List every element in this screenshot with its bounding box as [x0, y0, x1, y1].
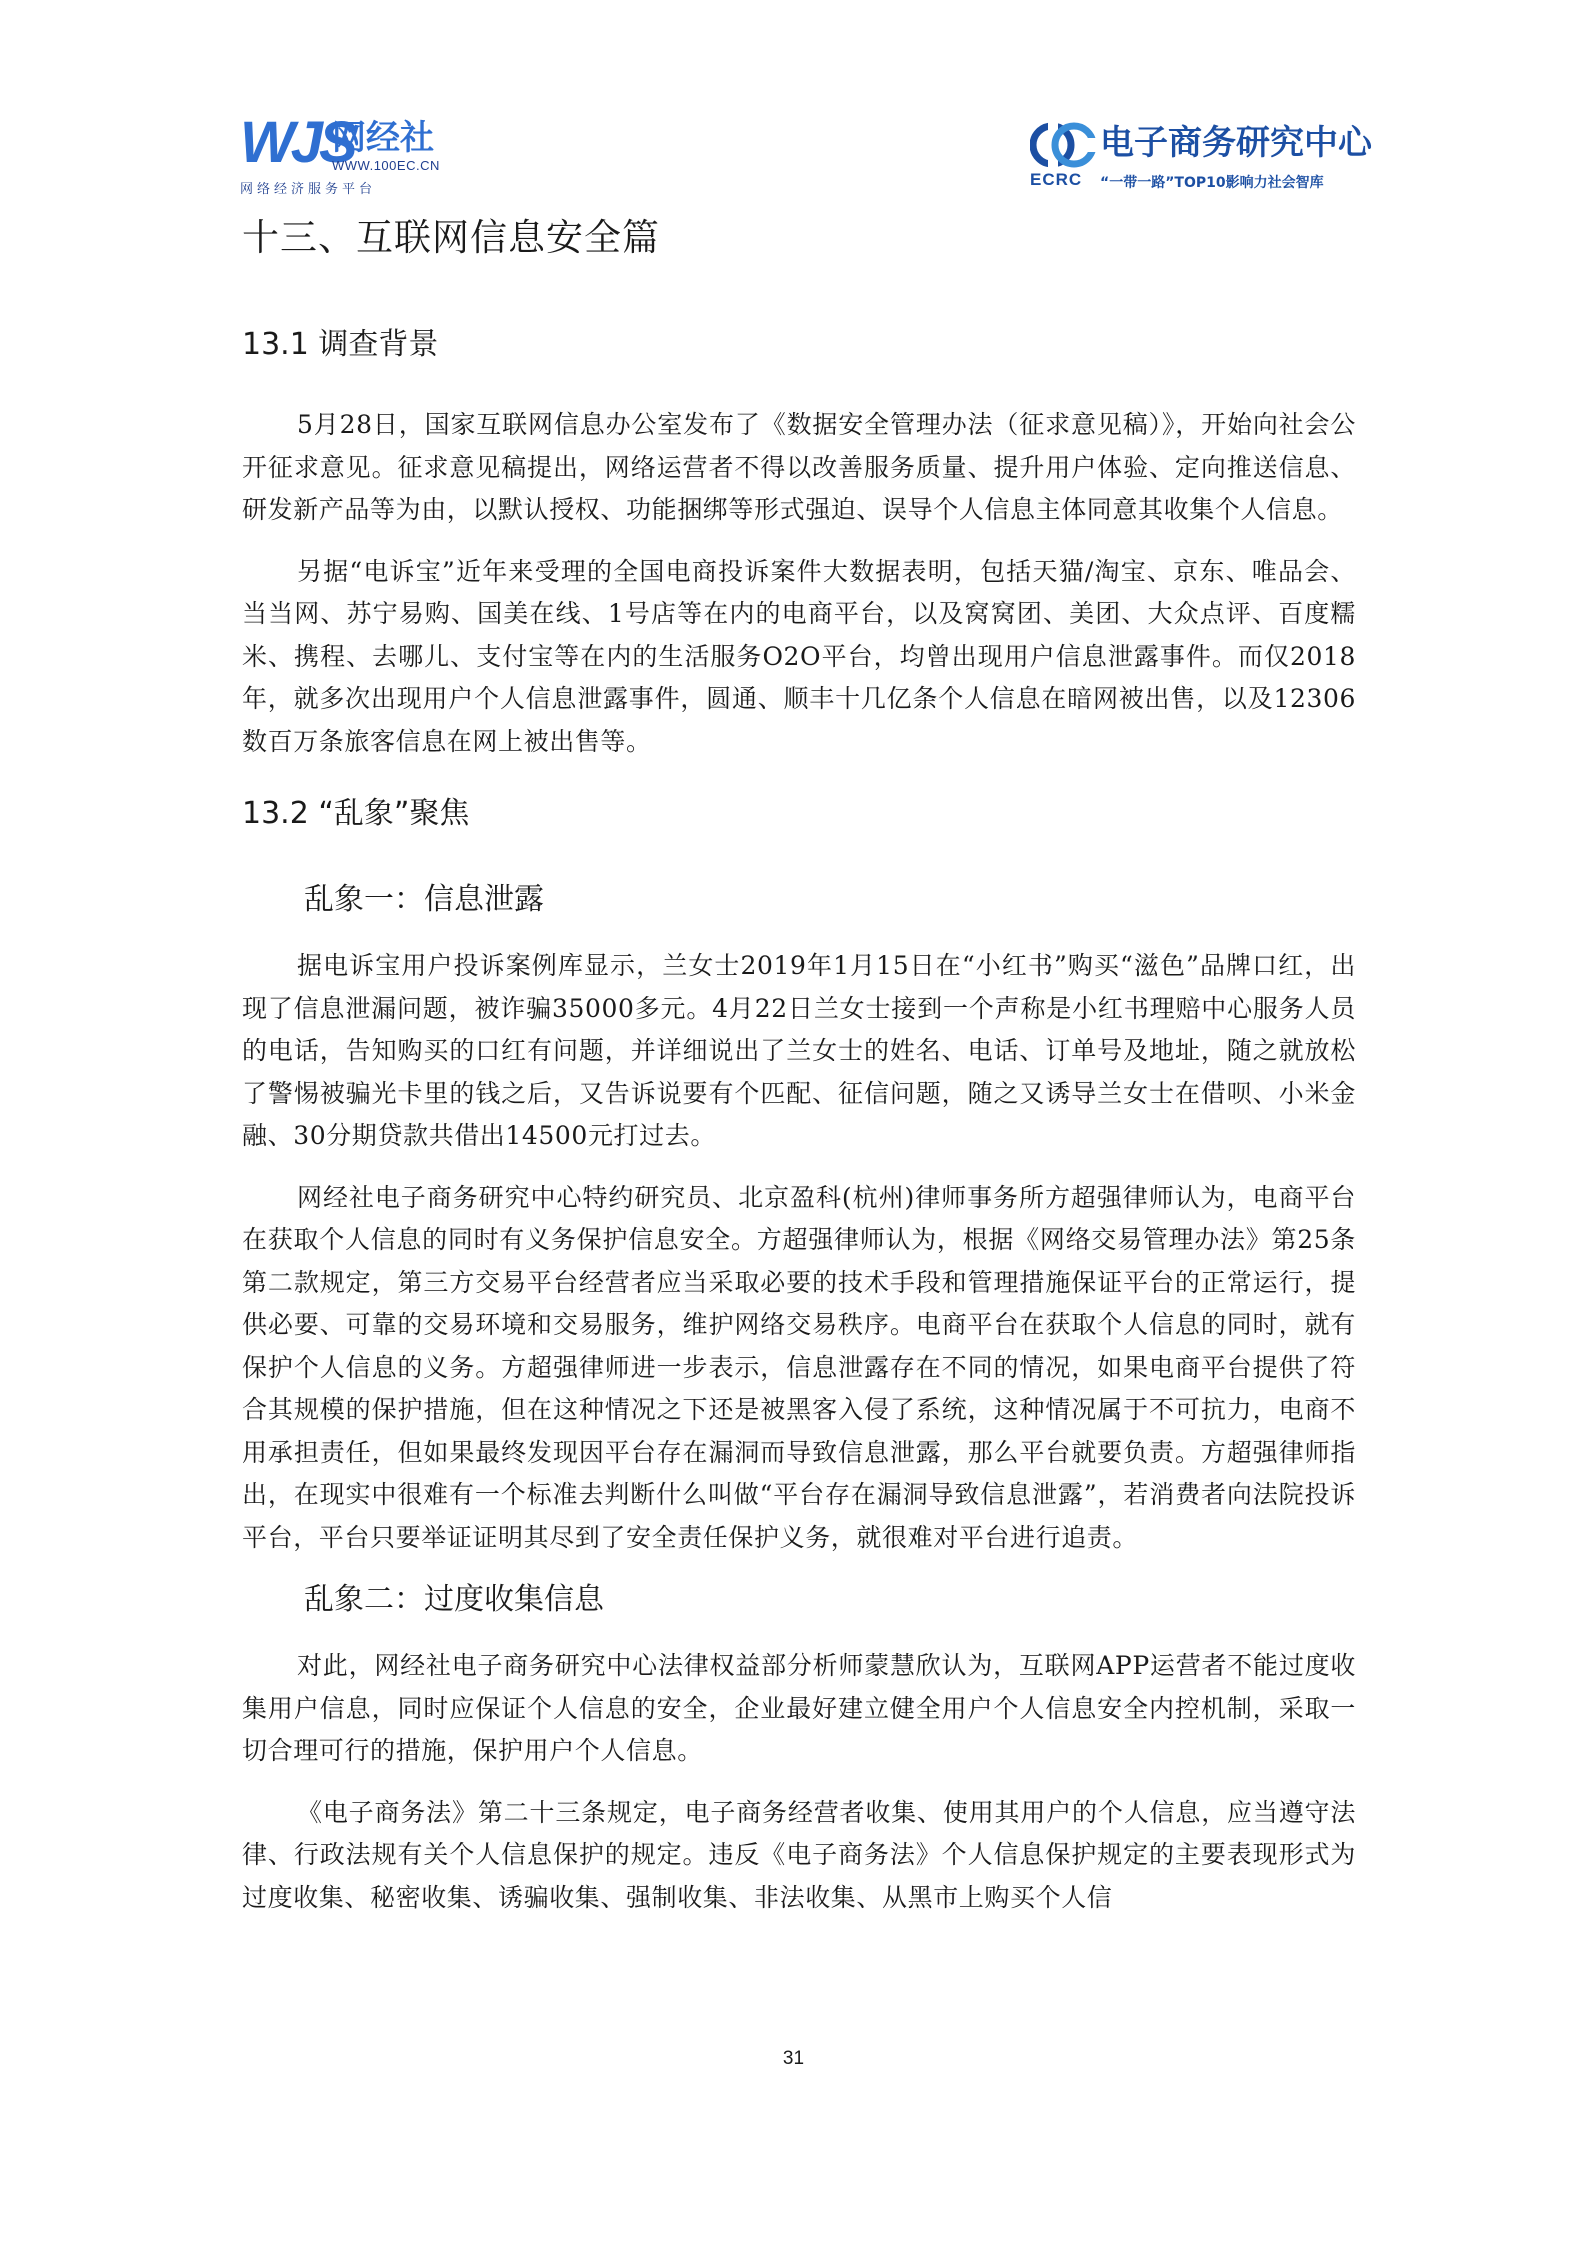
page-header — [0, 0, 1587, 200]
ecrc-logo-abbr: ECRC — [1030, 170, 1083, 189]
page-number: 31 — [782, 2048, 805, 2069]
subsection-heading-over-collection: 乱象二：过度收集信息 — [304, 1582, 604, 1617]
wjs-logo-mark: WJS — [240, 110, 354, 175]
ecrc-logo-tagline: “一带一路”TOP10影响力社会智库 — [1100, 175, 1324, 191]
subsection-heading-info-leak: 乱象一：信息泄露 — [304, 882, 544, 917]
paragraph: 据电诉宝用户投诉案例库显示，兰女士2019年1月15日在“小红书”购买“滋色”品牌口红，出现了信息泄漏问题，被诈骗35000多元。4月22日兰女士接到一个声称是小红书理赔中心服务人员的电话，告知购买的口红有问题，并详细说出了兰女士的姓名、电话、订单号及地址，随之就放松了警惕被骗光卡里的钱之后，又告诉说要有个匹配、征信问题，随之又诱导兰女士在借呗、小米金融、30分期贷款共借出14500元打过去。 — [242, 951, 1356, 1150]
paragraph: 对此，网经社电子商务研究中心法律权益部分析师蒙慧欣认为，互联网APP运营者不能过度收集用户信息，同时应保证个人信息的安全，企业最好建立健全用户个人信息安全内控机制，采取一切合理可行的措施，保护用户个人信息。 — [242, 1651, 1356, 1765]
ecrc-logo-name: 电子商务研究中心 — [1100, 123, 1372, 163]
document-body — [242, 210, 1356, 1919]
ec-logo-icon — [1030, 122, 1096, 168]
wjs-logo-url: WWW.100EC.CN — [332, 158, 440, 173]
wjs-logo — [240, 112, 460, 198]
paragraph: 《电子商务法》第二十三条规定，电子商务经营者收集、使用其用户的个人信息，应当遵守法律、行政法规有关个人信息保护的规定。违反《电子商务法》个人信息保护规定的主要表现形式为过度收集、秘密收集、诱骗收集、强制收集、非法收集、从黑市上购买个人信 — [242, 1797, 1356, 1912]
wjs-logo-slogan: 网络经济服务平台 — [240, 182, 377, 197]
ecrc-logo — [1030, 118, 1372, 200]
section-heading-13-1: 13.1 调查背景 — [242, 327, 439, 362]
wjs-logo-name: 网经社 — [332, 118, 434, 158]
chapter-title: 十三、互联网信息安全篇 — [242, 216, 660, 259]
paragraph: 另据“电诉宝”近年来受理的全国电商投诉案件大数据表明，包括天猫/淘宝、京东、唯品会、当当网、苏宁易购、国美在线、1号店等在内的电商平台，以及窝窝团、美团、大众点评、百度糯米、携程、去哪儿、支付宝等在内的生活服务O2O平台，均曾出现用户信息泄露事件。而仅2018年，就多次出现用户个人信息泄露事件，圆通、顺丰十几亿条个人信息在暗网被出售，以及12306数百万条旅客信息在网上被出售等。 — [242, 556, 1356, 756]
section-heading-13-2: 13.2 “乱象”聚焦 — [242, 796, 470, 831]
paragraph: 网经社电子商务研究中心特约研究员、北京盈科(杭州)律师事务所方超强律师认为，电商平台在获取个人信息的同时有义务保护信息安全。方超强律师认为，根据《网络交易管理办法》第25条第二款规定，第三方交易平台经营者应当采取必要的技术手段和管理措施保证平台的正常运行，提供必要、可靠的交易环境和交易服务，维护网络交易秩序。电商平台在获取个人信息的同时，就有保护个人信息的义务。方超强律师进一步表示，信息泄露存在不同的情况，如果电商平台提供了符合其规模的保护措施，但在这种情况之下还是被黑客入侵了系统，这种情况属于不可抗力，电商不用承担责任，但如果最终发现因平台存在漏洞而导致信息泄露，那么平台就要负责。方超强律师指出，在现实中很难有一个标准去判断什么叫做“平台存在漏洞导致信息泄露”，若消费者向法院投诉平台，平台只要举证证明其尽到了安全责任保护义务，就很难对平台进行追责。 — [242, 1182, 1356, 1552]
paragraph: 5月28日，国家互联网信息办公室发布了《数据安全管理办法（征求意见稿）》，开始向社会公开征求意见。征求意见稿提出，网络运营者不得以改善服务质量、提升用户体验、定向推送信息、研发新产品等为由，以默认授权、功能捆绑等形式强迫、误导个人信息主体同意其收集个人信息。 — [242, 410, 1356, 524]
